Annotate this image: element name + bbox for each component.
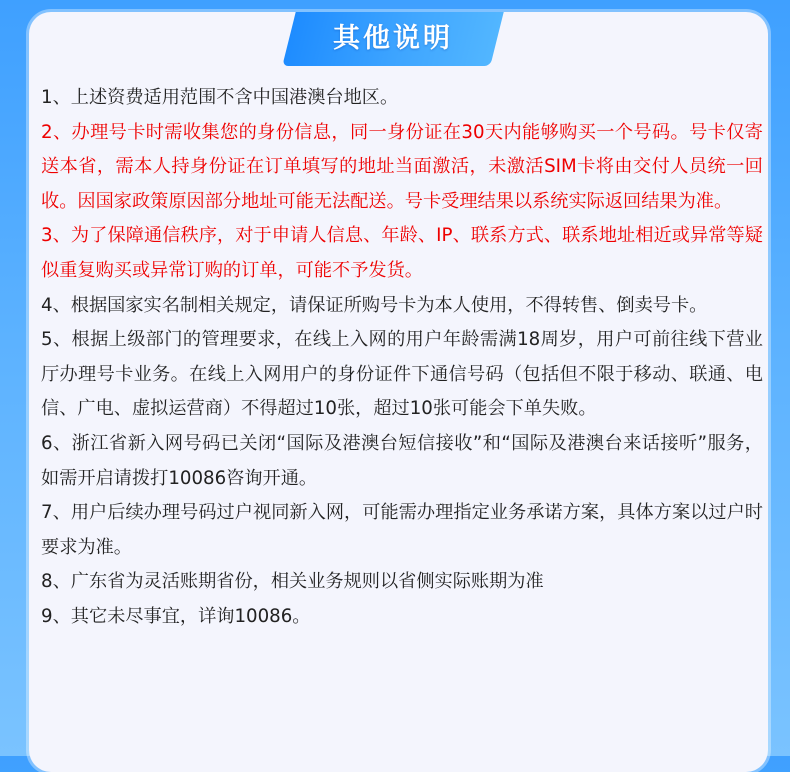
notes-list [41, 81, 763, 635]
note-item-8: 8、广东省为灵活账期省份，相关业务规则以省侧实际账期为准 [41, 571, 544, 593]
note-item-4: 4、根据国家实名制相关规定，请保证所购号卡为本人使用，不得转售、倒卖号卡。 [41, 294, 708, 316]
section-title: 其他说明 [333, 23, 453, 54]
note-item-5: 5、根据上级部门的管理要求，在线上入网的用户年龄需满18周岁，用户可前往线下营业厅办理号卡业务。在线上入网用户的身份证件下通信号码（包括但不限于移动、联通、电信、广电、虚拟运营商）不得超过10张，超过10张可能会下单失败。 [41, 329, 763, 420]
note-item-2: 2、办理号卡时需收集您的身份信息，同一身份证在30天内能够购买一个号码。号卡仅寄送本省，需本人持身份证在订单填写的地址当面激活，未激活SIM卡将由交付人员统一回收。因国家政策原因部分地址可能无法配送。号卡受理结果以系统实际返回结果为准。 [41, 121, 763, 212]
note-item-7: 7、用户后续办理号码过户视同新入网，可能需办理指定业务承诺方案，具体方案以过户时要求为准。 [41, 502, 763, 558]
note-item-9: 9、其它未尽事宜，详询10086。 [41, 605, 311, 627]
note-item-3: 3、为了保障通信秩序，对于申请人信息、年龄、IP、联系方式、联系地址相近或异常等疑似重复购买或异常订购的订单，可能不予发货。 [41, 225, 763, 281]
note-item-6: 6、浙江省新入网号码已关闭“国际及港澳台短信接收”和“国际及港澳台来话接听”服务，如需开启请拨打10086咨询开通。 [41, 432, 763, 489]
note-item-1: 1、上述资费适用范围不含中国港澳台地区。 [41, 87, 399, 108]
